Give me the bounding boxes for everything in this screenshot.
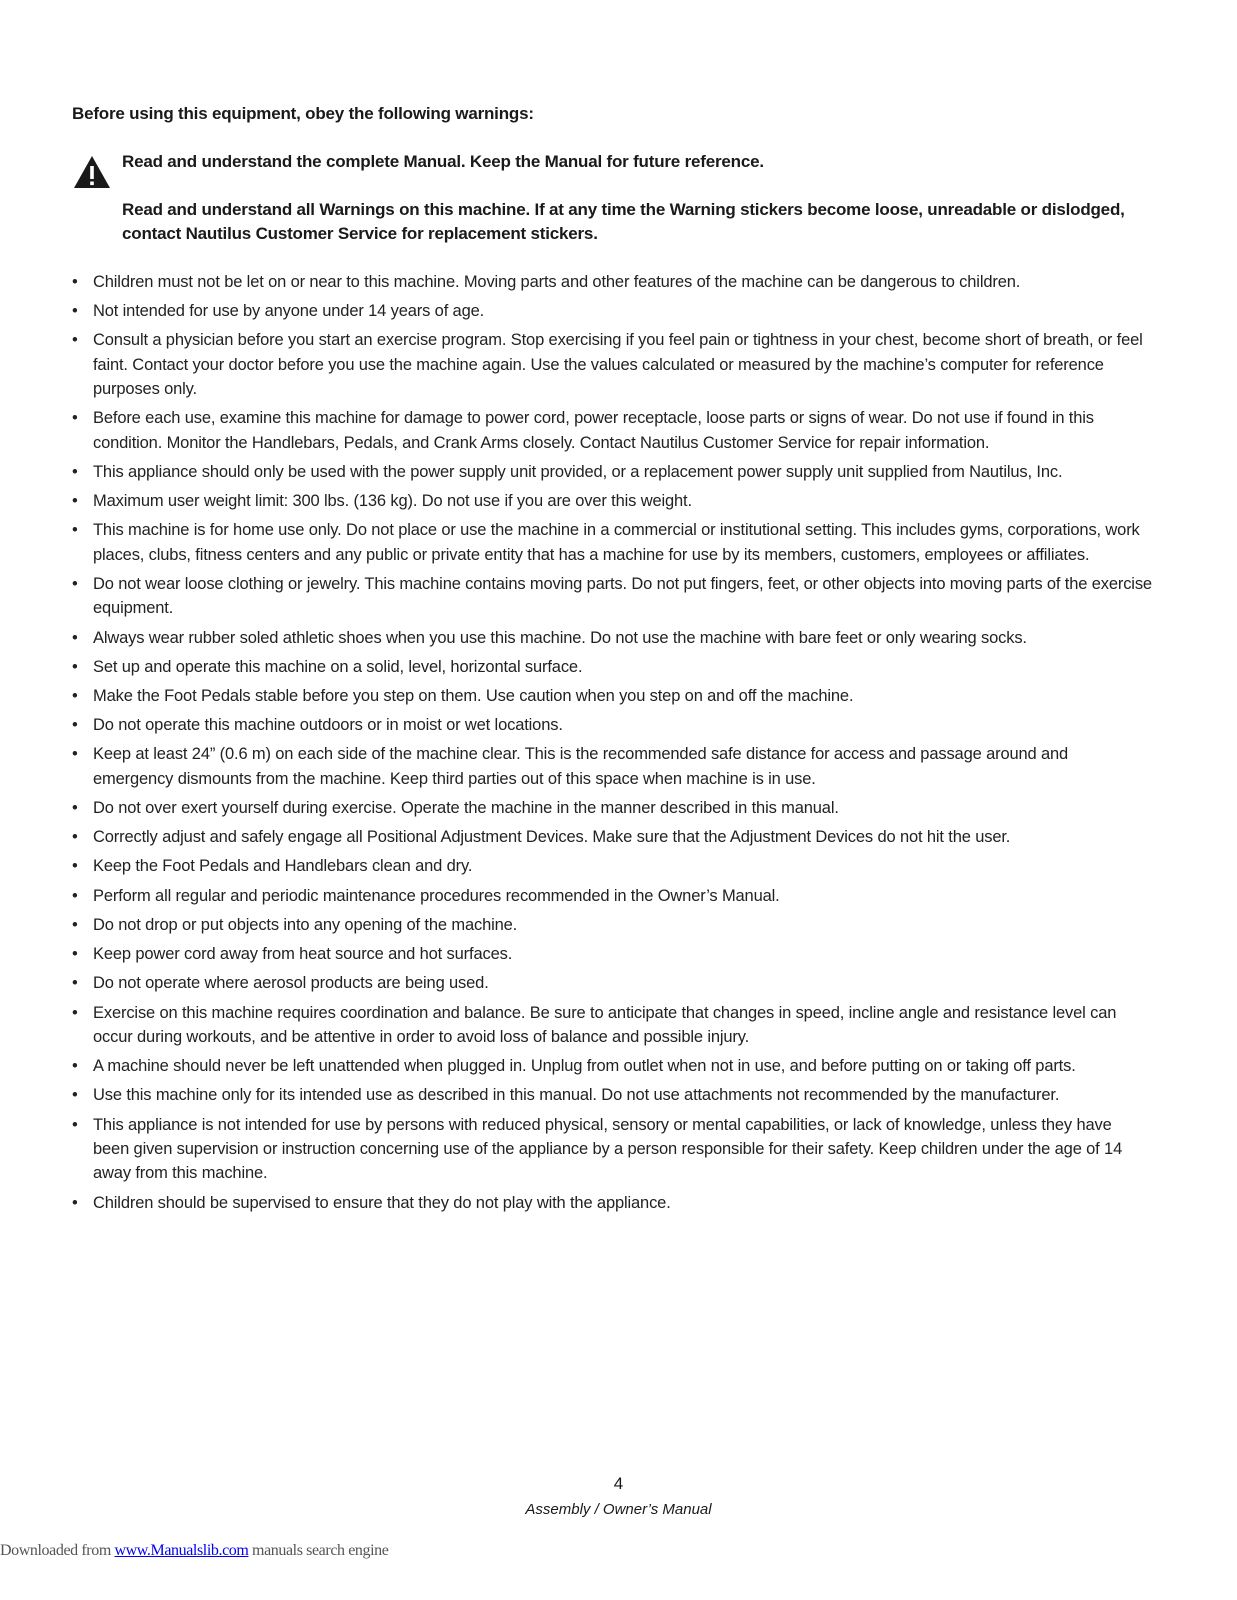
list-item: • Keep the Foot Pedals and Handlebars clean and dry. (72, 854, 1152, 878)
list-item: • Do not wear loose clothing or jewelry. This machine contains moving parts. Do not put fingers, feet, or other objects into moving parts of the exercise equipment. (72, 572, 1152, 621)
warnings-intro: Before using this equipment, obey the following warnings: (72, 104, 534, 123)
warning-read-stickers: Read and understand all Warnings on this machine. If at any time the Warning stickers become loose, unreadable or dislodged, contact Nautilus Customer Service for replacement stickers. (122, 200, 1125, 243)
list-item: • Correctly adjust and safely engage all Positional Adjustment Devices. Make sure that the Adjustment Devices do not hit the user. (72, 825, 1152, 849)
warning-read-manual: Read and understand the complete Manual. Keep the Manual for future reference. (122, 152, 764, 171)
list-item: • Children should be supervised to ensure that they do not play with the appliance. (72, 1191, 1152, 1215)
list-item: • Do not operate this machine outdoors or in moist or wet locations. (72, 713, 1152, 737)
list-item: • Make the Foot Pedals stable before you step on them. Use caution when you step on and off the machine. (72, 684, 1152, 708)
list-item: • Set up and operate this machine on a solid, level, horizontal surface. (72, 655, 1152, 679)
manualslib-link[interactable]: www.Manualslib.com (114, 1542, 249, 1559)
download-notice (0, 1542, 388, 1560)
list-item: • Children must not be let on or near to this machine. Moving parts and other features of the machine can be dangerous to children. (72, 270, 1152, 294)
warning-block (72, 150, 1152, 270)
list-item: • Do not over exert yourself during exercise. Operate the machine in the manner described in this manual. (72, 796, 1152, 820)
list-item: • A machine should never be left unattended when plugged in. Unplug from outlet when not in use, and before putting on or taking off parts. (72, 1054, 1152, 1078)
list-item: • Before each use, examine this machine for damage to power cord, power receptacle, loose parts or signs of wear. Do not use if found in this condition. Monitor the Handlebars, Pedals, and Crank Arms closely. Contact Nautilus Customer Service for repair information. (72, 406, 1152, 455)
download-prefix: Downloaded from (0, 1542, 115, 1559)
list-item: • Not intended for use by anyone under 14 years of age. (72, 299, 1152, 323)
list-item: • Do not drop or put objects into any opening of the machine. (72, 913, 1152, 937)
list-item: • Keep power cord away from heat source and hot surfaces. (72, 942, 1152, 966)
warning-text (122, 150, 1152, 246)
list-item: • Always wear rubber soled athletic shoes when you use this machine. Do not use the machine with bare feet or only wearing socks. (72, 626, 1152, 650)
safety-bullet-list (72, 270, 1152, 1220)
list-item: • This appliance should only be used with the power supply unit provided, or a replacement power supply unit supplied from Nautilus, Inc. (72, 460, 1152, 484)
list-item: • Do not operate where aerosol products are being used. (72, 971, 1152, 995)
list-item: • Exercise on this machine requires coordination and balance. Be sure to anticipate that changes in speed, incline angle and resistance level can occur during workouts, and be attentive in order to avoid loss of balance and possible injury. (72, 1001, 1152, 1050)
list-item: • Maximum user weight limit: 300 lbs. (136 kg). Do not use if you are over this weight. (72, 489, 1152, 513)
warning-triangle-icon (72, 154, 112, 190)
footer-title: Assembly / Owner’s Manual (525, 1501, 712, 1518)
list-item: • Consult a physician before you start an exercise program. Stop exercising if you feel pain or tightness in your chest, become short of breath, or feel faint. Contact your doctor before you use the machine again. Use the values calculated or measured by the machine’s computer for reference purposes only. (72, 328, 1152, 401)
list-item: • Keep at least 24” (0.6 m) on each side of the machine clear. This is the recommended safe distance for access and passage around and emergency dismounts from the machine. Keep third parties out of this space when machine is in use. (72, 742, 1152, 791)
page-number: 4 (613, 1474, 624, 1493)
download-suffix: manuals search engine (248, 1542, 389, 1559)
list-item: • This appliance is not intended for use by persons with reduced physical, sensory or mental capabilities, or lack of knowledge, unless they have been given supervision or instruction concerning use of the appliance by a person responsible for their safety. Keep children under the age of 14 away from this machine. (72, 1113, 1152, 1186)
list-item: • Perform all regular and periodic maintenance procedures recommended in the Owner’s Manual. (72, 884, 1152, 908)
list-item: • Use this machine only for its intended use as described in this manual. Do not use attachments not recommended by the manufacturer. (72, 1083, 1152, 1107)
list-item: • This machine is for home use only. Do not place or use the machine in a commercial or institutional setting. This includes gyms, corporations, work places, clubs, fitness centers and any public or private entity that has a machine for use by its members, customers, employees or affiliates. (72, 518, 1152, 567)
